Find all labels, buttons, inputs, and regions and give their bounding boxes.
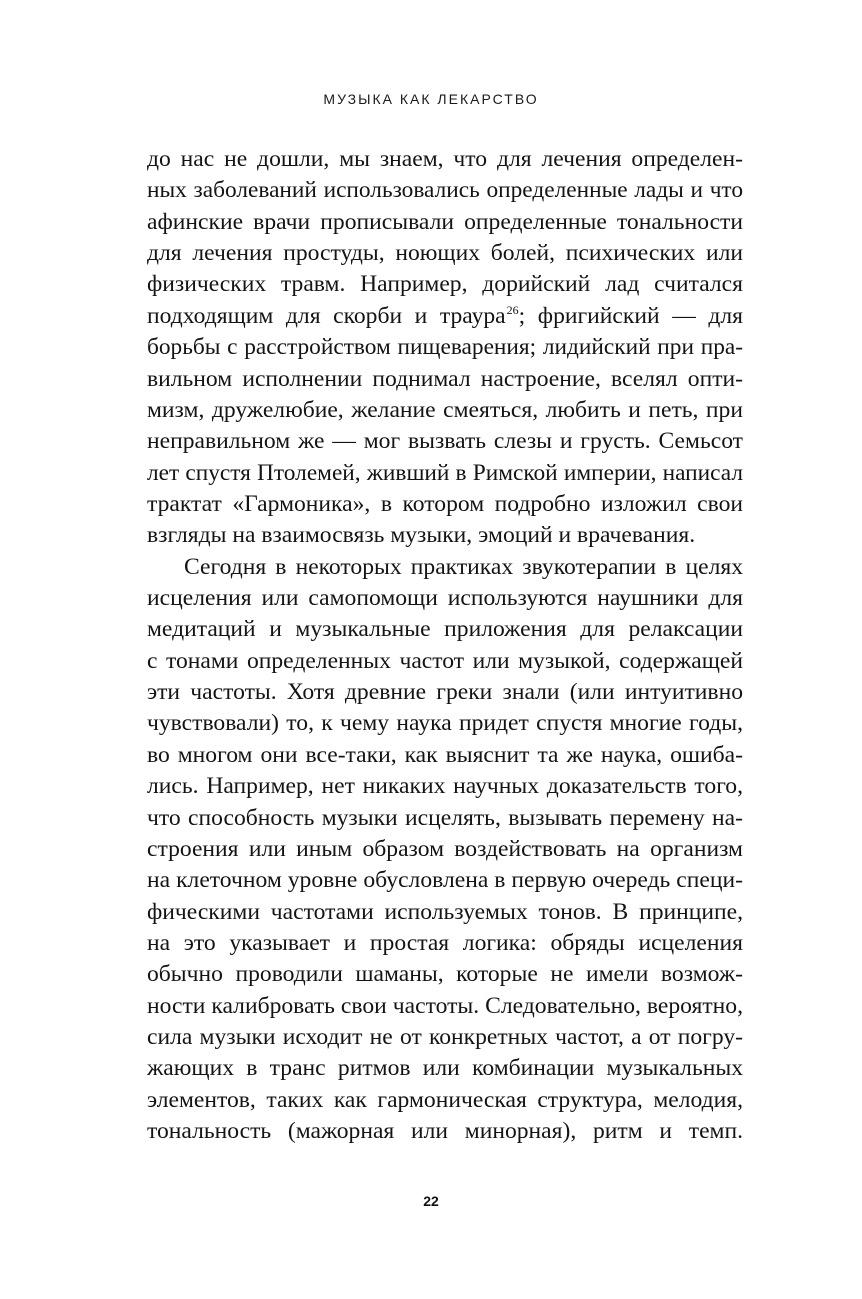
text-line: сила музыки исходит не от конкретных частот, а от погру- <box>147 1024 743 1051</box>
text-line: лет спустя Птолемей, живший в Римской империи, написал <box>147 459 743 486</box>
text-line: до нас не дошли, мы знаем, что для лечения определен- <box>147 146 743 172</box>
paragraph-2 <box>147 552 743 1148</box>
paragraph-1 <box>147 144 743 552</box>
text-line: чувствовали) то, к чему наука придет спустя многие годы, <box>147 710 743 737</box>
text-line: что способность музыки исцелять, вызывать перемену на- <box>147 804 743 831</box>
body-text <box>147 144 743 1148</box>
text-line: ных заболеваний использовались определенные лады и что <box>147 177 743 204</box>
text-line: для лечения простуды, ноющих болей, психических или <box>147 240 743 267</box>
text-line: физических травм. Например, дорийский лад считался <box>147 271 743 298</box>
text-line: афинские врачи прописывали определенные тональности <box>147 208 743 235</box>
text-line: элементов, таких как гармоническая структура, мелодия, <box>147 1086 743 1113</box>
text-line: исцеления или самопомощи используются наушники для <box>147 585 743 612</box>
text-line: эти частоты. Хотя древние греки знали (или интуитивно <box>147 679 743 706</box>
text-line: с тонами определенных частот или музыкой, содержащей <box>147 647 743 674</box>
text-line: вильном исполнении поднимал настроение, вселял опти- <box>147 365 743 392</box>
text-line: мизм, дружелюбие, желание смеяться, любить и петь, при <box>147 396 743 423</box>
text-line: ности калибровать свои частоты. Следовательно, вероятно, <box>147 992 743 1019</box>
text-line: на это указывает и простая логика: обряды исцеления <box>147 929 743 956</box>
text-line: фическими частотами используемых тонов. В принципе, <box>147 898 743 925</box>
page-number: 22 <box>423 1193 439 1209</box>
text-line: на клеточном уровне обусловлена в первую очередь специ- <box>147 867 743 894</box>
text-line: Сегодня в некоторых практиках звукотерапии в целях <box>184 553 743 580</box>
text-line-with-footnote <box>147 301 743 332</box>
running-head: МУЗЫКА КАК ЛЕКАРСТВО <box>323 91 539 107</box>
text-line: лись. Например, нет никаких научных доказательств того, <box>147 773 743 800</box>
text-line: обычно проводили шаманы, которые не имели возмож- <box>147 961 743 988</box>
text-line: неправильном же — мог вызвать слезы и грусть. Семьсот <box>147 428 743 455</box>
footnote-reference: 26 <box>506 302 519 317</box>
text-line: борьбы с расстройством пищеварения; лидийский при пра- <box>147 334 743 361</box>
text-line: трактат «Гармоника», в котором подробно изложил свои <box>147 490 743 517</box>
text-line: тональность (мажорная или минорная), ритм и темп. <box>147 1118 743 1145</box>
text-line: медитаций и музыкальные приложения для релаксации <box>147 616 743 643</box>
text-line: взгляды на взаимосвязь музыки, эмоций и врачевания. <box>147 522 696 549</box>
text-segment: ; фригийский — для <box>518 302 743 329</box>
text-line: во многом они все-таки, как выяснит та же наука, ошиба- <box>147 741 743 768</box>
text-segment: подходящим для скорби и траура <box>147 302 506 329</box>
text-line: строения или иным образом воздействовать на организм <box>147 835 743 862</box>
text-line: жающих в транс ритмов или комбинации музыкальных <box>147 1055 743 1082</box>
